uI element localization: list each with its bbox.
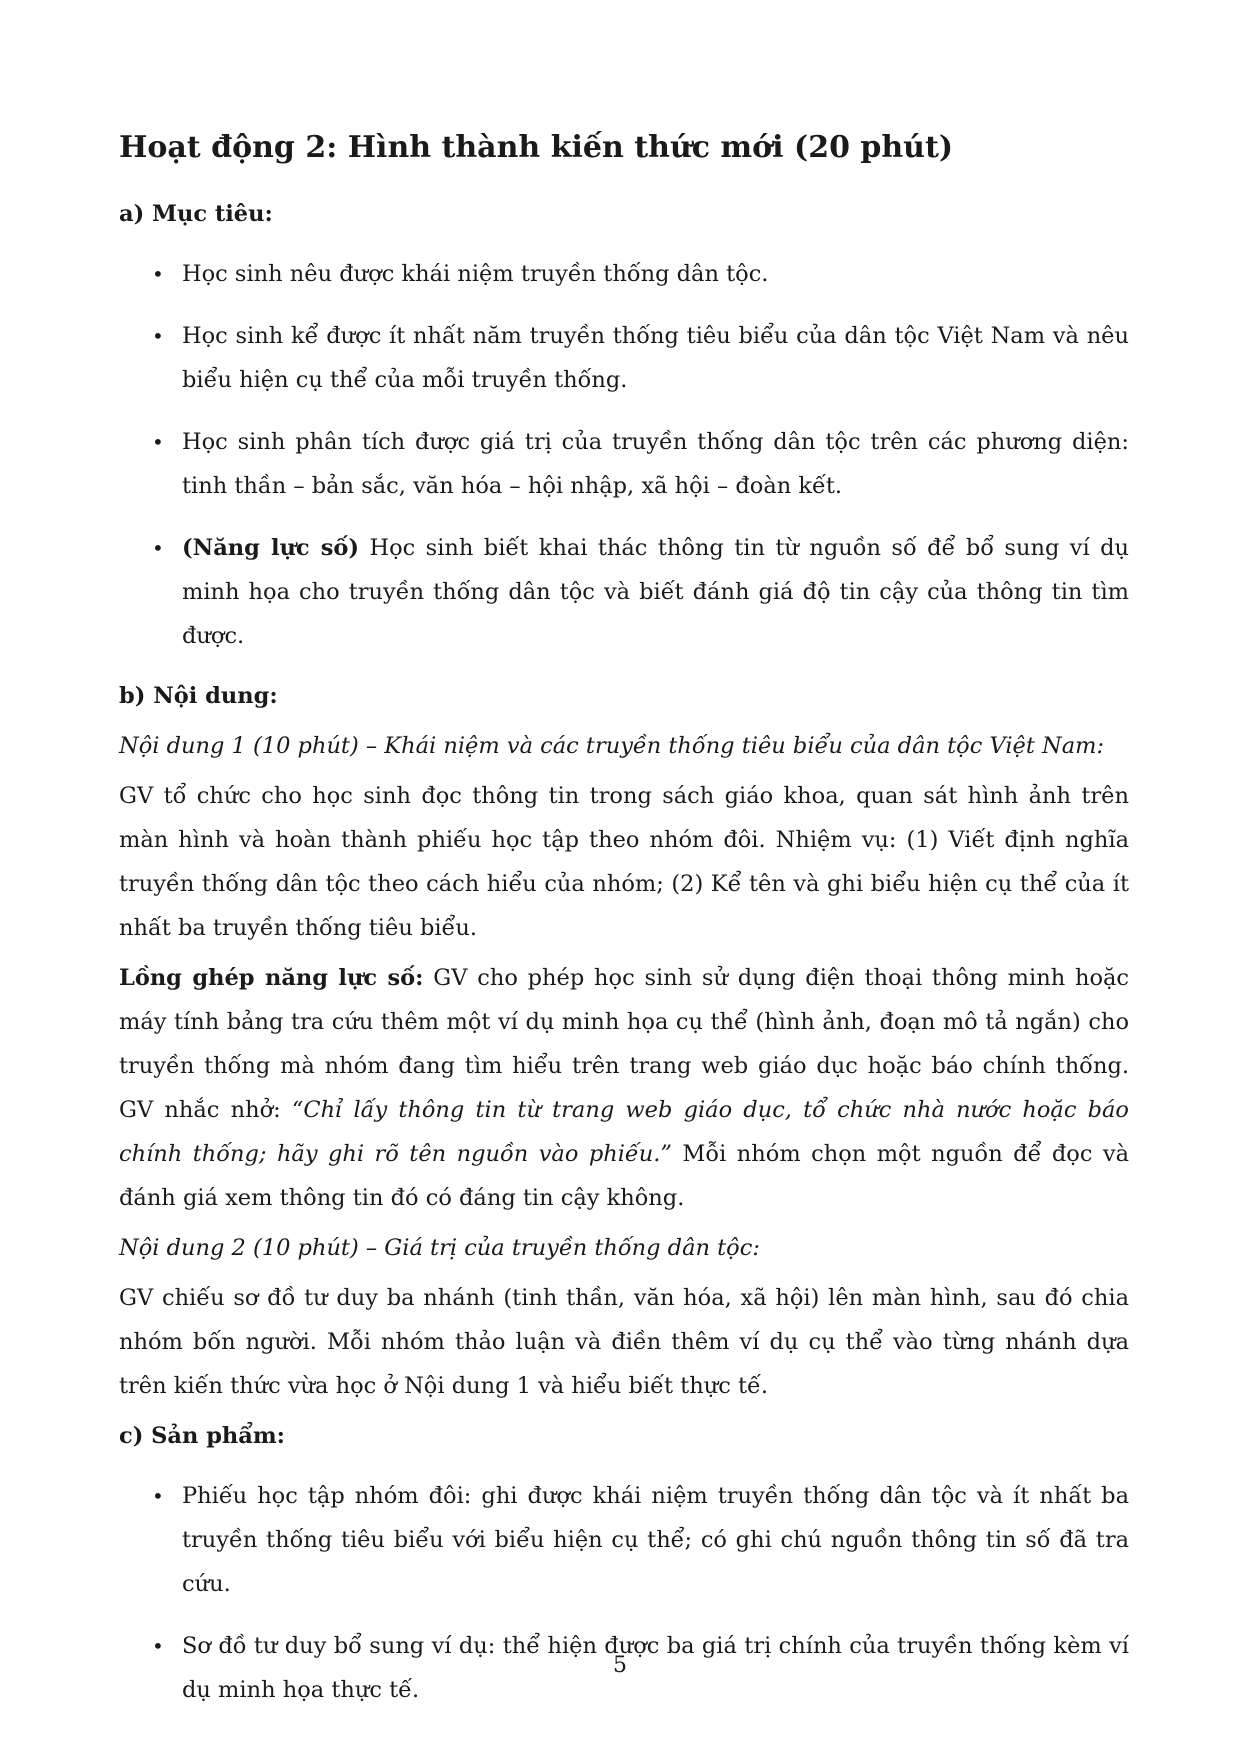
bullet-icon: • xyxy=(152,262,164,286)
page-number: 5 xyxy=(613,1653,627,1678)
objectives-list xyxy=(119,252,1129,658)
section-b-heading: b) Nội dung: xyxy=(119,683,278,709)
integration-label: Lồng ghép năng lực số: xyxy=(119,965,424,991)
document-page xyxy=(119,128,1129,1730)
list-item xyxy=(119,1474,1129,1606)
objective-text: Học sinh nêu được khái niệm truyền thống dân tộc. xyxy=(182,261,769,287)
list-item xyxy=(119,252,1129,296)
objective-text: Học sinh phân tích được giá trị của truyền thống dân tộc trên các phương diện: tinh thần – bản sắc, văn hóa – hội nhập, xã hội – đoàn kết. xyxy=(182,429,1129,499)
list-item xyxy=(119,420,1129,508)
integration-text: GV cho phép học sinh sử dụng điện thoại thông minh hoặc máy tính bảng tra cứu thêm một ví dụ minh họa cụ thể (hình ảnh, đoạn mô tả ngắn) cho truyền thống mà nhóm đang tìm hiểu trên trang web giáo dục hoặc báo chính thống. GV nhắc nhở: xyxy=(119,965,1129,1123)
product-text: Sơ đồ tư duy bổ sung ví dụ: thể hiện được ba giá trị chính của truyền thống kèm ví dụ minh họa thực tế. xyxy=(182,1633,1129,1703)
digital-integration-paragraph xyxy=(119,956,1129,1220)
section-c-heading: c) Sản phẩm: xyxy=(119,1423,285,1449)
bullet-icon: • xyxy=(152,536,164,560)
content-2-text: GV chiếu sơ đồ tư duy ba nhánh (tinh thần, văn hóa, xã hội) lên màn hình, sau đó chia nhóm bốn người. Mỗi nhóm thảo luận và điền thêm ví dụ cụ thể vào từng nhánh dựa trên kiến thức vừa học ở Nội dung 1 và hiểu biết thực tế. xyxy=(119,1285,1129,1399)
bullet-icon: • xyxy=(152,1484,164,1508)
bullet-icon: • xyxy=(152,1634,164,1658)
list-item xyxy=(119,314,1129,402)
list-item xyxy=(119,526,1129,658)
objective-text: Học sinh kể được ít nhất năm truyền thống tiêu biểu của dân tộc Việt Nam và nêu biểu hiện cụ thể của mỗi truyền thống. xyxy=(182,323,1129,393)
activity-title: Hoạt động 2: Hình thành kiến thức mới (20 phút) xyxy=(119,130,954,165)
content-1-title: Nội dung 1 (10 phút) – Khái niệm và các truyền thống tiêu biểu của dân tộc Việt Nam: xyxy=(119,733,1105,759)
section-a-heading: a) Mục tiêu: xyxy=(119,201,273,227)
integration-quote: “Chỉ lấy thông tin từ trang web giáo dục, tổ chức nhà nước hoặc báo chính thống; hãy ghi rõ tên nguồn vào phiếu.” xyxy=(119,1097,1129,1167)
bullet-icon: • xyxy=(152,430,164,454)
product-text: Phiếu học tập nhóm đôi: ghi được khái niệm truyền thống dân tộc và ít nhất ba truyền thống tiêu biểu với biểu hiện cụ thể; có ghi chú nguồn thông tin số đã tra cứu. xyxy=(182,1483,1129,1597)
content-2-title: Nội dung 2 (10 phút) – Giá trị của truyền thống dân tộc: xyxy=(119,1235,760,1261)
bullet-icon: • xyxy=(152,324,164,348)
digital-competence-label: (Năng lực số) xyxy=(182,535,360,561)
content-1-text: GV tổ chức cho học sinh đọc thông tin trong sách giáo khoa, quan sát hình ảnh trên màn hình và hoàn thành phiếu học tập theo nhóm đôi. Nhiệm vụ: (1) Viết định nghĩa truyền thống dân tộc theo cách hiểu của nhóm; (2) Kể tên và ghi biểu hiện cụ thể của ít nhất ba truyền thống tiêu biểu. xyxy=(119,783,1129,941)
objective-text: Học sinh biết khai thác thông tin từ nguồn số để bổ sung ví dụ minh họa cho truyền thống dân tộc và biết đánh giá độ tin cậy của thông tin tìm được. xyxy=(182,535,1129,649)
integration-tail: Mỗi nhóm chọn một nguồn để đọc và đánh giá xem thông tin đó có đáng tin cậy không. xyxy=(119,1141,1129,1211)
